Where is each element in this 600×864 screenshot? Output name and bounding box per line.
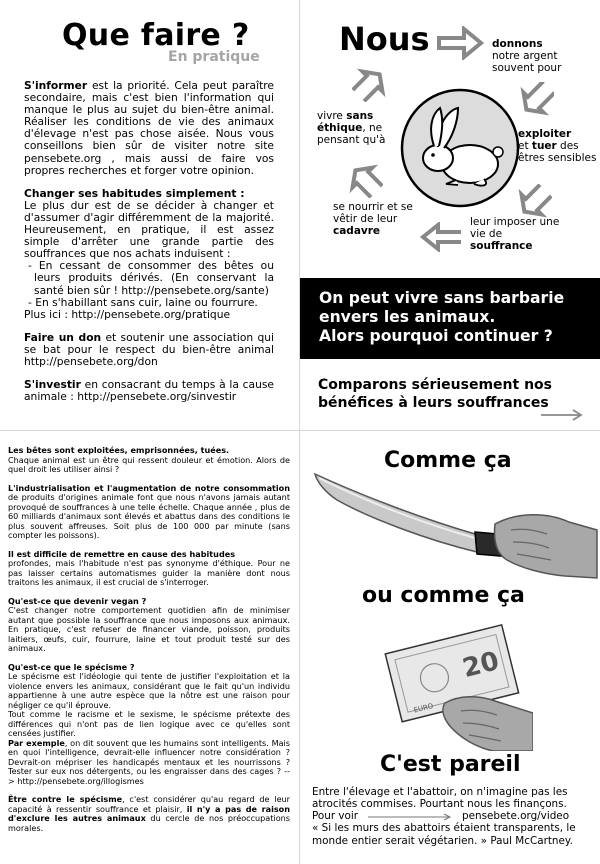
- paragraph-emphasis: il n'y a pas de raison d'exclure les autres animaux: [8, 803, 291, 823]
- paragraph-text: de produits d'origines animale font que nous n'avons jamais autant provoqué de souffrances à une telle échelle. Chaque année , plus de 60 milliards d'animaux sont élevés et abattus dans des conditions le plus souvent affreuses. Soit plus de 100 000 par minute (sans compter les poissons).: [8, 492, 290, 540]
- paragraph-text: C'est changer notre comportement quotidien afin de minimiser autant que possible la souffrance que nous imposons aux animaux. En pratique, c'est refuser de financer viande, poisson, produits laitiers, œufs, cuir, fourrure, laine et tout produit testé sur des animaux.: [8, 605, 290, 653]
- paragraph-text: du cercle de nos préoccupations morales.: [8, 813, 290, 833]
- cycle-feed-label: [333, 201, 413, 237]
- video-link[interactable]: pensebete.org/video: [462, 810, 570, 823]
- banknote-value: 20: [459, 646, 503, 685]
- closing-text: [312, 786, 592, 847]
- banner-line: Alors pourquoi continuer ?: [319, 327, 553, 345]
- tuer-word: tuer: [531, 140, 557, 152]
- donnons-word: donnons: [492, 38, 543, 50]
- comme-ca-heading: Comme ça: [384, 448, 512, 473]
- pour-voir-text: Pour voir: [312, 810, 359, 823]
- et-word: et: [518, 140, 532, 152]
- cycle-nous-heading: Nous: [339, 20, 430, 58]
- up-right-arrow-icon: [352, 68, 386, 102]
- donate-text: et soutenir une association qui se bat pour le respect du bien-être animal http://pensebete.org/don: [24, 330, 274, 368]
- habits-more-link: Plus ici : http://pensebete.org/pratique: [24, 307, 231, 321]
- inform-text: est la priorité. Cela peut paraître secondaire, mais c'est bien l'information qui manque le plus au sujet du bien-être animal. Réaliser les conditions de vie des animaux d'élevage n'est pas chose aisée. Nous vous conseillons bien sûr de visiter notre site pensebete.org , mais aussi de faire vos propres recherches et forger votre opinion.: [24, 79, 274, 177]
- right-arrow-icon: [367, 813, 453, 821]
- cycle-ethics-label: [317, 110, 389, 146]
- donate-lead: Faire un don: [24, 330, 102, 344]
- paragraph-lead: Il est difficile de remettre en cause des habitudes: [8, 548, 236, 559]
- vegan-paragraph: [8, 597, 290, 654]
- page-title: Que faire ?: [62, 18, 250, 53]
- down-right-arrow-icon: [520, 82, 554, 116]
- invest-lead: S'investir: [24, 378, 81, 392]
- specisme-paragraph: [8, 663, 290, 787]
- inform-paragraph: [24, 80, 274, 177]
- list-item: - En s'habillant sans cuir, laine ou fourrure.: [28, 295, 258, 309]
- paragraph-text: Chaque animal est un être qui ressent douleur et émotion. Alors de quel droit les utiliser ainsi ?: [8, 454, 290, 474]
- knife-icon: [307, 468, 599, 586]
- banknote-text: EURO: [412, 701, 435, 715]
- feed-text: se nourrir et se vêtir de leur: [333, 201, 413, 225]
- paragraph-text: , c'est considérer qu'au regard de leur capacité à ressentir souffrance et plaisir,: [8, 794, 291, 814]
- habits-lead: Changer ses habitudes simplement :: [24, 186, 245, 200]
- fold-line-vertical: [299, 0, 300, 864]
- banner-line: On peut vivre sans barbarie: [319, 289, 565, 307]
- paragraph-lead: L'industrialisation et l'augmentation de notre consommation: [8, 482, 290, 493]
- donate-paragraph: [24, 332, 274, 368]
- right-arrow-icon: [540, 408, 586, 422]
- paragraph-text: , on dit souvent que les humains sont intelligents. Mais en quoi l'intelligence, devrait-elle influencer notre considération ? Devrait-on mépriser les handicapés mentaux et les nourrissons ? Tester sur eux nos détergents, ou les engraisser dans des cages ? --> http://pensebete.org/illogismes: [8, 737, 290, 786]
- industrialisation-paragraph: [8, 484, 290, 541]
- que-faire-text: [24, 80, 274, 414]
- example-lead: Par exemple: [8, 737, 65, 748]
- cycle-impose-label: [470, 216, 560, 252]
- paragraph-text: Le spécisme est l'idéologie qui tente de justifier l'exploitation et la violence envers les animaux, considérant que le fait qu'un individu appartienne à une autre espèce que la nôtre est une raison pour négliger ce qu'il éprouve.: [8, 671, 290, 710]
- paragraph-text: profondes, mais l'habitude n'est pas synonyme d'éthique. Pour ne pas laisser certains automatismes guider la manière dont nous traitons les animaux, il est crucial de s'interroger.: [8, 558, 290, 587]
- paragraph-text: Tout comme le racisme et le sexisme, le spécisme prétexte des différences qui n'ont pas de lien logique avec ce qu'elles sont censées justifier.: [8, 709, 290, 738]
- inform-lead: S'informer: [24, 79, 88, 92]
- etres-sensibles-text: des êtres sensibles: [518, 140, 597, 164]
- souffrance-word: souffrance: [470, 240, 533, 252]
- habits-paragraph: [24, 188, 274, 261]
- impose-text: leur imposer une vie de: [470, 216, 560, 240]
- down-left-arrow-icon: [518, 184, 552, 218]
- rabbit-icon: [398, 86, 522, 210]
- exploitation-paragraph: [8, 446, 290, 475]
- habits-paragraph: [8, 550, 290, 588]
- video-line: [312, 810, 592, 822]
- habits-text: Le plus dur est de se décider à changer et d'assumer d'agir différemment de la majorité. Heureusement, en pratique, il est assez simple d'arrêter une grande partie des souffrances que nos achats induisent :: [24, 198, 274, 261]
- compare-heading: [318, 376, 552, 412]
- page-subtitle: En pratique: [168, 49, 260, 65]
- money-text: notre argent souvent pour: [492, 50, 562, 74]
- banner-box: [300, 278, 600, 359]
- cycle-exploit-label: [518, 128, 600, 164]
- invest-text: en consacrant du temps à la cause animale : http://pensebete.org/sinvestir: [24, 378, 274, 404]
- ou-comme-ca-heading: ou comme ça: [362, 583, 525, 608]
- abattoir-text: Entre l'élevage et l'abattoir, on n'imagine pas les atrocités commises. Pourtant nous les finançons.: [312, 786, 568, 811]
- cycle-money-label: [492, 38, 600, 74]
- compare-line: Comparons sérieusement nos: [318, 377, 553, 393]
- list-item: - En cessant de consommer des bêtes ou leurs produits dérivés. (En conservant la santé bien sûr ! http://pensebete.org/sante): [28, 259, 274, 297]
- anti-specisme-paragraph: [8, 795, 290, 833]
- arguments-text: [8, 446, 290, 842]
- compare-line: bénéfices à leurs souffrances: [318, 395, 549, 411]
- paragraph-lead: Qu'est-ce que le spécisme ?: [8, 661, 135, 672]
- mccartney-quote: « Si les murs des abattoirs étaient transparents, le monde entier serait végétarien. » Paul McCartney.: [312, 822, 576, 847]
- banner-line: envers les animaux.: [319, 308, 496, 326]
- pensant-text: , ne pensant qu'à: [317, 122, 386, 146]
- paragraph-lead: Qu'est-ce que devenir vegan ?: [8, 595, 147, 606]
- up-left-arrow-icon: [349, 164, 383, 198]
- sans-word: sans: [346, 110, 374, 122]
- exploiter-word: exploiter: [518, 128, 572, 140]
- right-arrow-icon: [436, 26, 484, 60]
- ethique-word: éthique: [317, 122, 363, 134]
- habits-list: [24, 260, 274, 308]
- vivre-text: vivre: [317, 110, 347, 122]
- banknote-icon: [383, 617, 533, 751]
- cadavre-word: cadavre: [333, 225, 381, 237]
- invest-paragraph: [24, 379, 274, 403]
- paragraph-lead: Les bêtes sont exploitées, emprisonnées, tuées.: [8, 445, 230, 455]
- left-arrow-icon: [420, 222, 464, 252]
- paragraph-lead: Être contre le spécisme: [8, 794, 123, 804]
- cest-pareil-heading: C'est pareil: [380, 752, 521, 777]
- fold-line-horizontal: [0, 430, 600, 431]
